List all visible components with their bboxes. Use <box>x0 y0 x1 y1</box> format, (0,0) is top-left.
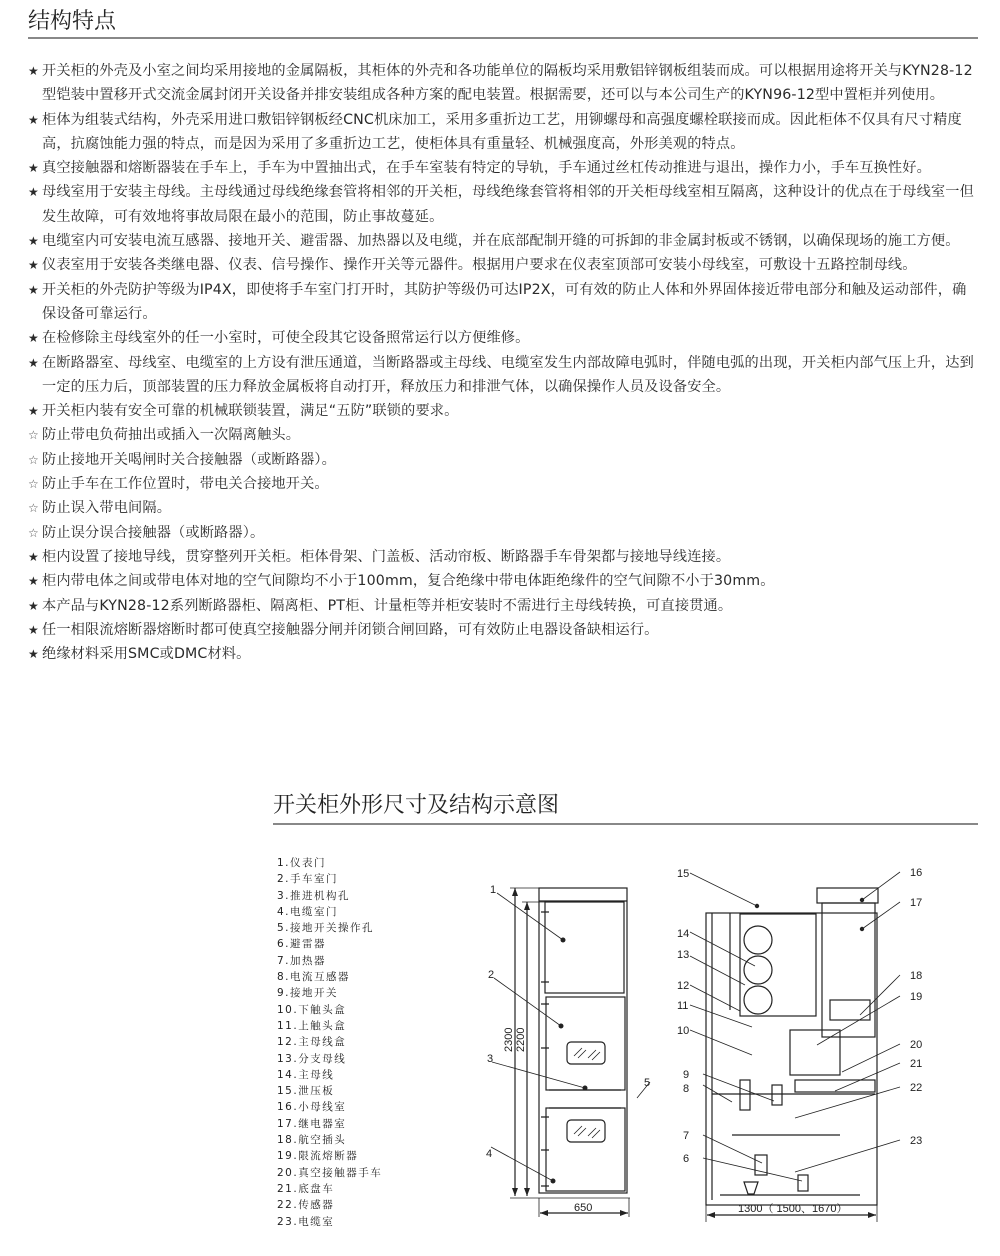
feature-text: 防止误分误合接触器（或断路器）。 <box>42 524 265 541</box>
instrument-door <box>545 902 624 993</box>
star-icon: ★ <box>28 598 39 613</box>
legend-item: 5.接地开关操作孔 <box>277 922 375 935</box>
legend-item: 1.仪表门 <box>277 857 327 869</box>
star-icon: ★ <box>28 234 39 249</box>
callout-23: 23 <box>910 1135 923 1147</box>
small-bus-chamber <box>817 888 878 903</box>
legend-item: 4.电缆室门 <box>277 905 339 918</box>
legend-item: 20.真空接触器手车 <box>277 1166 383 1179</box>
legend-item: 6.避雷器 <box>277 938 327 951</box>
callout-8: 8 <box>683 1083 690 1095</box>
legend-item: 7.加热器 <box>277 954 327 967</box>
callout-10: 10 <box>677 1025 690 1037</box>
legend-item: 2.手车室门 <box>277 873 339 886</box>
callout-6: 6 <box>683 1153 690 1165</box>
section-title-features: 结构特点 <box>28 9 117 34</box>
callout-4: 4 <box>486 1148 493 1160</box>
star-icon: ★ <box>28 282 39 297</box>
star-icon: ★ <box>28 622 39 637</box>
feature-text: 绝缘材料采用SMC或DMC材料。 <box>42 646 251 663</box>
front-width-label: 650 <box>574 1202 593 1214</box>
feature-text: 仪表室用于安装各类继电器、仪表、信号操作、操作开关等元器件。根据用户要求在仪表室顶部可安装小母线室，可敷设十五路控制母线。 <box>42 257 917 274</box>
callout-7: 7 <box>683 1130 690 1142</box>
feature-text: 在断路器室、母线室、电缆室的上方设有泄压通道，当断路器或主母线、电缆室发生内部故障电弧时，伴随电弧的出现，开关柜内部气压上升，达到一定的压力后，顶部装置的压力释放金属板将自动打开，释放压力和排泄气体，以确保操作人员及设备安全。 <box>42 354 974 395</box>
callout-19: 19 <box>910 991 923 1003</box>
callout-21: 21 <box>910 1058 923 1070</box>
legend-item: 23.电缆室 <box>277 1215 335 1228</box>
side-depth-label: 1300（ 1500、1670） <box>738 1203 848 1215</box>
star-icon: ★ <box>28 258 39 273</box>
hollow-star-icon: ☆ <box>28 525 39 540</box>
feature-text: 柜体为组装式结构，外壳采用进口敷铝锌钢板经CNC机床加工，采用多重折边工艺，用铆螺母和高强度螺栓联接而成。因此柜体不仅具有尺寸精度高，抗腐蚀能力强的特点，而是因为采用了多重折边工艺，使柜体具有重量轻、机械强度高，外形美观的特点。 <box>42 111 962 152</box>
callout-17: 17 <box>910 897 923 909</box>
surge-arrester <box>744 1182 758 1194</box>
star-icon: ★ <box>28 647 39 662</box>
feature-text: 开关柜的外壳防护等级为IP4X，即使将手车室门打开时，其防护等级仍可达IP2X，可有效的防止人体和外界固体接近带电部分和触及运动部件，确保设备可靠运行。 <box>42 281 967 322</box>
busbar-chamber <box>740 914 816 1016</box>
legend-item: 8.电流互感器 <box>277 971 351 984</box>
legend-item: 19.限流熔断器 <box>277 1150 359 1163</box>
feature-text: 本产品与KYN28-12系列断路器柜、隔离柜、PT柜、计量柜等并柜安装时不需进行主母线转换，可直接贯通。 <box>42 597 733 614</box>
feature-text: 柜内带电体之间或带电体对地的空气间隙均不小于100mm，复合绝缘中带电体距绝缘件的空气间隙不小于30mm。 <box>42 573 775 590</box>
legend-item: 22.传感器 <box>277 1199 335 1212</box>
legend-item: 14.主母线 <box>277 1068 335 1081</box>
feature-text: 电缆室内可安装电流互感器、接地开关、避雷器、加热器以及电缆，并在底部配制开缝的可拆卸的非金属封板或不锈钢，以确保现场的施工方便。 <box>42 233 960 250</box>
callout-18: 18 <box>910 970 923 982</box>
feature-text: 任一相限流熔断器熔断时都可使真空接触器分闸并闭锁合闸回路，可有效防止电器设备缺相运行。 <box>42 621 659 638</box>
hollow-star-icon: ☆ <box>28 452 39 467</box>
callout-2: 2 <box>488 969 495 981</box>
current-transformer <box>740 1080 750 1110</box>
star-icon: ★ <box>28 112 39 127</box>
trolley-door <box>546 997 625 1090</box>
star-icon: ★ <box>28 404 39 419</box>
star-icon: ★ <box>28 64 39 78</box>
main-busbar <box>744 926 772 954</box>
feature-text: 开关柜内装有安全可靠的机械联锁装置，满足“五防”联锁的要求。 <box>42 403 459 420</box>
feature-text: 在检修除主母线室外的任一小室时，可使全段其它设备照常运行以方便维修。 <box>42 330 530 347</box>
front-height-outer-label: 2300 <box>503 1027 515 1052</box>
earthing-switch <box>772 1085 782 1105</box>
star-icon: ★ <box>28 355 39 370</box>
star-icon: ★ <box>28 574 39 589</box>
callout-11: 11 <box>677 1000 689 1012</box>
legend-item: 15.泄压板 <box>277 1085 335 1098</box>
callout-16: 16 <box>910 867 923 879</box>
side-view-marks <box>707 898 876 1218</box>
legend-item: 12.主母线盒 <box>277 1036 347 1049</box>
feature-text: 真空接触器和熔断器装在手车上，手车为中置抽出式，在手车室装有特定的导轨，手车通过丝杠传动推进与退出，操作力小，手车互换性好。 <box>42 160 931 177</box>
legend-item: 17.继电器室 <box>277 1117 347 1130</box>
star-icon: ★ <box>28 331 39 346</box>
hollow-star-icon: ☆ <box>28 501 39 516</box>
hollow-star-icon: ☆ <box>28 428 39 443</box>
hollow-star-icon: ☆ <box>28 477 39 492</box>
side-view-diagram <box>690 872 900 1222</box>
front-cabinet-frame <box>539 888 627 1193</box>
legend-item: 13.分支母线 <box>277 1052 347 1065</box>
legend-item: 11.上触头盒 <box>277 1019 347 1032</box>
feature-text: 开关柜的外壳及小室之间均采用接地的金属隔板，其柜体的外壳和各功能单位的隔板均采用敷铝锌钢板组装而成。可以根据用途将开关与KYN28-12型铠装中置移开式交流金属封闭开关设备并排安装组成各种方案的配电装置。根据需要，还可以与本公司生产的KYN96-12型中置柜并列使用。 <box>42 63 973 104</box>
callout-3: 3 <box>487 1053 494 1065</box>
callout-22: 22 <box>910 1082 923 1094</box>
front-height-inner-label: 2200 <box>515 1027 527 1052</box>
legend-item: 18.航空插头 <box>277 1134 347 1147</box>
callout-15: 15 <box>677 868 690 880</box>
side-cabinet-frame <box>706 913 877 1205</box>
legend-item: 16.小母线室 <box>277 1101 347 1114</box>
star-icon: ★ <box>28 161 39 176</box>
legend-item: 9.接地开关 <box>277 987 339 1000</box>
feature-text: 防止误入带电间隔。 <box>42 500 172 517</box>
section-title-diagram: 开关柜外形尺寸及结构示意图 <box>273 793 560 818</box>
star-icon: ★ <box>28 185 39 200</box>
feature-text: 防止带电负荷抽出或插入一次隔离触头。 <box>42 427 301 444</box>
callout-5: 5 <box>644 1077 651 1089</box>
front-view-marks <box>512 888 628 1216</box>
legend-item: 3.推进机构孔 <box>277 889 351 902</box>
feature-text: 防止接地开关喝闸时关合接触器（或断路器）。 <box>42 451 336 468</box>
heater <box>755 1155 767 1175</box>
callout-14: 14 <box>677 928 690 940</box>
feature-text: 柜内设置了接地导线，贯穿整列开关柜。柜体骨架、门盖板、活动帘板、断路器手车骨架都与接地导线连接。 <box>42 548 731 565</box>
callout-20: 20 <box>910 1039 923 1051</box>
feature-text: 防止手车在工作位置时，带电关合接地开关。 <box>42 476 329 493</box>
feature-text: 母线室用于安装主母线。主母线通过母线绝缘套管将相邻的开关柜，母线绝缘套管将相邻的开关柜母线室相互隔离，这种设计的优点在于母线室一但发生故障，可有效地将事故局限在最小的范围，防止事故蔓延。 <box>42 184 974 225</box>
main-busbar <box>744 986 772 1014</box>
callout-12: 12 <box>677 980 690 992</box>
callout-1: 1 <box>490 884 497 896</box>
legend-item: 21.底盘车 <box>277 1182 335 1195</box>
legend-item: 10.下触头盒 <box>277 1003 347 1016</box>
callout-13: 13 <box>677 949 690 961</box>
star-icon: ★ <box>28 549 39 564</box>
sensor <box>798 1175 808 1191</box>
chassis-truck <box>795 1080 875 1092</box>
callout-9: 9 <box>683 1069 690 1081</box>
main-busbar <box>744 956 772 984</box>
